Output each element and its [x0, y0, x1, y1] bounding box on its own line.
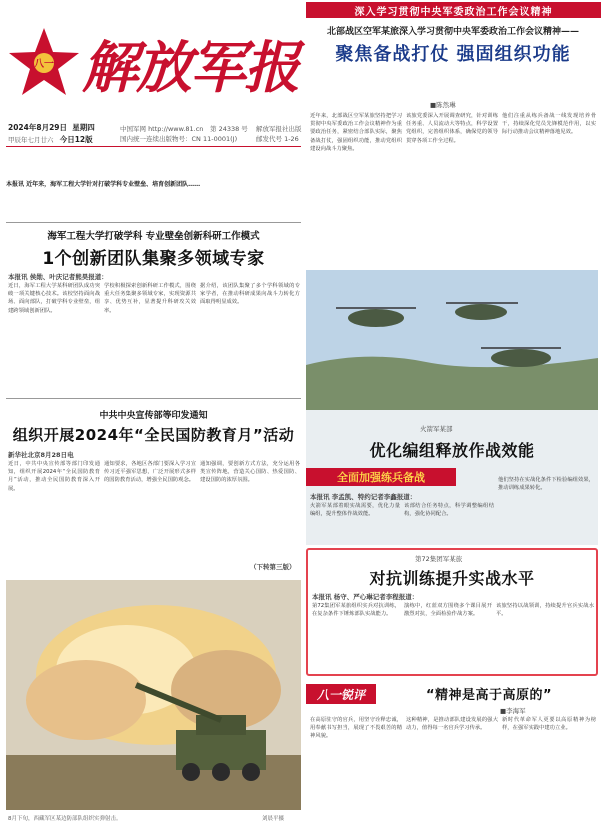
svg-text:八一: 八一: [34, 59, 54, 70]
story3-headline: 组织开展2024年“全民国防教育月”活动: [12, 426, 295, 444]
lunar-date: 甲辰年七月廿六: [8, 136, 54, 144]
column-col-1: 在高原驻守的官兵，用坚守诠释忠诚，用奉献书写担当，展现了不畏艰苦的精神风貌。: [310, 717, 402, 740]
artillery-photo: [6, 580, 301, 810]
story4-col-3: 他们坚持在实战化条件下检验编组效果，推动训练成果转化。: [498, 477, 594, 492]
issue-weekday: 星期四: [72, 123, 95, 132]
masthead-rule: [6, 146, 301, 147]
photo-credit: 刘晨平摄: [262, 816, 285, 822]
story2-col-2: 学校积极探索创新科研工作模式，围绕重大任务集聚多领域专家，实现资源共享、优势互补，显著提升科研攻关效率。: [104, 283, 196, 314]
helicopter-image-icon: [306, 270, 598, 410]
top-story-col-3: 他们注重从练兵备战一线发现培养骨干，持续深化党员先锋模范作用，以实际行动推动会议精神落地见效。: [502, 113, 596, 136]
publisher: 解放军报社出版: [256, 125, 302, 133]
top-story-headline: 聚焦备战打仗 强固组织功能: [335, 44, 571, 65]
story3-col-3: 通知强调，要创新方式方法，充分运用各类宣传阵地，营造关心国防、热爱国防、建设国防的浓厚氛围。: [200, 461, 300, 484]
story4-col-1: 火箭军某部着眼实战需要，优化力量编组，提升整体作战效能。: [310, 503, 400, 518]
lead-note: 本报讯 近年来，海军工程大学针对打破学科专业壁垒、培育创新团队……: [6, 181, 201, 188]
divider: [6, 398, 301, 399]
postal-code: 邮发代号 1-26: [256, 135, 299, 143]
top-story-col-1: 近年来，北部战区空军某旅坚持把学习贯彻中央军委政治工作会议精神作为重要政治任务，紧密结合部队实际，聚焦备战打仗，强固组织功能，推动党组织建设向战斗力聚焦。: [310, 113, 402, 152]
story3-kicker: 中共中央宣传部等印发通知: [99, 411, 208, 421]
story4-unit: 火箭军某部: [420, 425, 453, 433]
story5-col-2: 演练中，红蓝双方围绕多个课目展开激烈对抗，全面检验作战方案。: [404, 603, 492, 618]
column-author: ■李海军: [500, 707, 526, 715]
column-col-2: 这种精神，是推动部队建设发展的强大动力，值得每一名官兵学习传承。: [406, 717, 498, 732]
top-story-col-2: 该旅党委深入开展调查研究，针对训练任务重、人员流动大等特点，科学设置党组织，完善组织体系，确保党的领导贯穿各项工作全过程。: [406, 113, 498, 144]
cn-number: 国内统一连续出版物号：CN 11-0001(J): [120, 135, 238, 143]
site-url[interactable]: 中国军网 http://www.81.cn: [120, 125, 204, 133]
story5-col-3: 该旅坚持以战领训，持续提升官兵实战水平。: [496, 603, 594, 618]
helicopter-photo: [306, 270, 598, 410]
column-col-3: 新时代革命军人更要以高原精神为榜样，在强军实践中建功立业。: [502, 717, 596, 732]
page-count: 今日12版: [59, 135, 93, 144]
column-headline: “精神是高于高原的”: [425, 688, 553, 703]
story2-headline: 1个创新团队集聚多领域专家: [42, 249, 265, 269]
story4-headline: 优化编组释放作战效能: [369, 441, 535, 460]
story4-banner: 全面加强练兵备战: [306, 468, 456, 486]
artillery-image-icon: [6, 580, 301, 810]
story4-byline: 本报讯 李孟凯、特约记者李鑫报道：: [310, 493, 417, 501]
top-story-kicker: 北部战区空军某旅深入学习贯彻中央军委政治工作会议精神——: [326, 27, 579, 37]
photo-caption: 8月下旬，西藏军区某边防部队组织实弹射击。: [8, 816, 122, 822]
story3-col-1: 近日，中共中央宣传部等部门印发通知，组织开展2024年“全民国防教育月”活动，推动全民国防教育深入开展。: [8, 461, 100, 492]
story2-col-3: 据介绍，该团队集聚了多个学科领域的专家学者，在推动科研成果向战斗力转化方面取得明显成效。: [200, 283, 300, 306]
story3-continued[interactable]: （下转第三版）: [250, 563, 296, 571]
masthead-title: 解放军报: [82, 35, 298, 101]
issue-date: 2024年8月29日: [8, 123, 68, 132]
story2-byline: 本报讯 侯勋、叶庆记者熊昊报道：: [8, 273, 108, 281]
story4-col-2: 该部结合任务特点，科学调整编组结构，强化协同配合。: [404, 503, 494, 518]
story2-col-1: 近日，海军工程大学某科研团队成功突破一项关键核心技术。该校坚持面向战场、面向部队，打破学科专业壁垒，组建跨领域创新团队。: [8, 283, 100, 314]
issue-number: 第 24338 号: [210, 125, 248, 133]
story5-byline: 本报讯 杨守、严心琳记者李程报道：: [312, 593, 419, 601]
top-banner: 深入学习贯彻中央军委政治工作会议精神: [306, 2, 601, 18]
star-emblem-icon: [8, 26, 80, 98]
top-story-author: ■陈然琳: [430, 101, 456, 109]
story2-subhead: 海军工程大学打破学科 专业壁垒创新科研工作模式: [47, 231, 260, 242]
column-logo: 八一锐评: [306, 684, 376, 704]
story3-byline: 新华社北京8月28日电: [8, 451, 74, 459]
story5-unit: 第72集团军某旅: [415, 555, 463, 563]
story5-headline: 对抗训练提升实战水平: [369, 569, 535, 588]
story3-col-2: 通知要求，各地区各部门要深入学习宣传习近平强军思想，广泛开展形式多样的国防教育活动，增强全民国防观念。: [104, 461, 196, 484]
divider: [6, 222, 301, 223]
story5-col-1: 第72集团军某旅组织实兵对抗训练，在复杂条件下锤炼部队实战能力。: [312, 603, 400, 618]
